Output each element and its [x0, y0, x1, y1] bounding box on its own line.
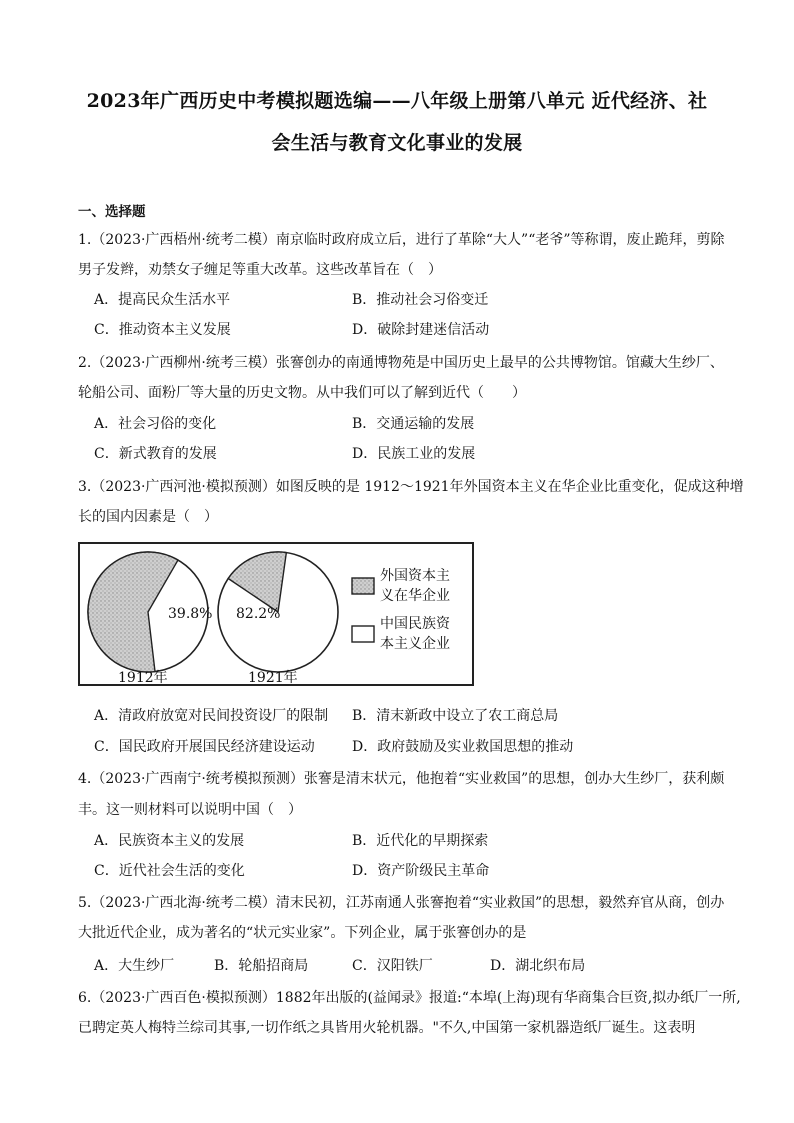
question-4-option-c[interactable]: C．近代社会生活的变化 [94, 863, 245, 879]
section-heading: 一、选择题 [78, 204, 146, 220]
question-5-option-c[interactable]: C．汉阳铁厂 [352, 958, 433, 974]
question-5-line-2: 大批近代企业，成为著名的“状元实业家”。下列企业，属于张謇创办的是 [78, 925, 527, 941]
question-2-option-b[interactable]: B．交通运输的发展 [352, 416, 475, 432]
page-title-line-1: 2023年广西历史中考模拟题选编——八年级上册第八单元 近代经济、社 [86, 90, 708, 112]
question-1-line-1: 1.（2023·广西梧州·统考二模）南京临时政府成立后，进行了革除“大人”“老爷”等称谓，废止跪拜，剪除 [78, 232, 725, 248]
question-3-line-1: 3.（2023·广西河池·模拟预测）如图反映的是 1912～1921年外国资本主义在华企业比重变化，促成这种增 [78, 479, 744, 495]
question-2-option-c[interactable]: C．新式教育的发展 [94, 446, 217, 462]
question-2-option-d[interactable]: D．民族工业的发展 [352, 446, 476, 462]
question-4-line-2: 丰。这一则材料可以说明中国（ ） [78, 802, 302, 818]
question-2-line-2: 轮船公司、面粉厂等大量的历史文物。从中我们可以了解到近代（ ） [78, 385, 526, 401]
legend-label-1-line-1: 中国民族资 [380, 616, 450, 632]
question-1-option-b[interactable]: B．推动社会习俗变迁 [352, 292, 489, 308]
question-2-line-1: 2.（2023·广西柳州·统考三模）张謇创办的南通博物苑是中国历史上最早的公共博物馆。馆藏大生纱厂、 [78, 355, 724, 371]
question-3-line-2: 长的国内因素是（ ） [78, 509, 218, 525]
legend-label-0-line-2: 义在华企业 [380, 588, 450, 604]
question-3-option-b[interactable]: B．清末新政中设立了农工商总局 [352, 708, 559, 724]
question-4-option-d[interactable]: D．资产阶级民主革命 [352, 863, 490, 879]
pie-1-year-label: 1921年 [248, 670, 298, 684]
question-6-line-2: 已聘定英人梅特兰综司其事,一切作纸之具皆用火轮机器。"不久,中国第一家机器造纸厂诞生。这表明 [78, 1020, 696, 1036]
question-4-option-b[interactable]: B．近代化的早期探索 [352, 833, 489, 849]
question-1-line-2: 男子发辫，劝禁女子缠足等重大改革。这些改革旨在（ ） [78, 262, 442, 278]
question-2-option-a[interactable]: A．社会习俗的变化 [94, 416, 217, 432]
question-5-option-a[interactable]: A．大生纱厂 [94, 958, 175, 974]
legend-swatch-0 [352, 578, 374, 594]
legend-label-0-line-1: 外国资本主 [380, 568, 450, 584]
question-5-option-b[interactable]: B．轮船招商局 [214, 958, 309, 974]
question-3-option-d[interactable]: D．政府鼓励及实业救国思想的推动 [352, 739, 574, 755]
question-1-option-d[interactable]: D．破除封建迷信活动 [352, 322, 490, 338]
question-1-option-c[interactable]: C．推动资本主义发展 [94, 322, 231, 338]
pie-0-value-label: 39.8% [168, 606, 213, 622]
pie-chart-svg [80, 544, 472, 684]
pie-chart-figure [78, 542, 474, 686]
pie-1-value-label: 82.2% [236, 606, 281, 622]
question-3-option-a[interactable]: A．清政府放宽对民间投资设厂的限制 [94, 708, 329, 724]
question-5-option-d[interactable]: D．湖北织布局 [490, 958, 586, 974]
question-4-option-a[interactable]: A．民族资本主义的发展 [94, 833, 245, 849]
pie-0-year-label: 1912年 [118, 670, 168, 684]
question-4-line-1: 4.（2023·广西南宁·统考模拟预测）张謇是清末状元，他抱着“实业救国”的思想，创办大生纱厂，获利颇 [78, 771, 725, 787]
question-6-line-1: 6.（2023·广西百色·模拟预测）1882年出版的(益闻录》报道:“本埠(上海)现有华商集合巨资,拟办纸厂一所, [78, 990, 741, 1006]
legend-label-1-line-2: 本主义企业 [380, 636, 450, 652]
question-3-option-c[interactable]: C．国民政府开展国民经济建设运动 [94, 739, 315, 755]
page-title-line-2: 会生活与教育文化事业的发展 [271, 132, 523, 154]
question-1-option-a[interactable]: A．提高民众生活水平 [94, 292, 231, 308]
question-5-line-1: 5.（2023·广西北海·统考二模）清末民初，江苏南通人张謇抱着“实业救国”的思想，毅然弃官从商，创办 [78, 895, 725, 911]
legend-swatch-1 [352, 626, 374, 642]
